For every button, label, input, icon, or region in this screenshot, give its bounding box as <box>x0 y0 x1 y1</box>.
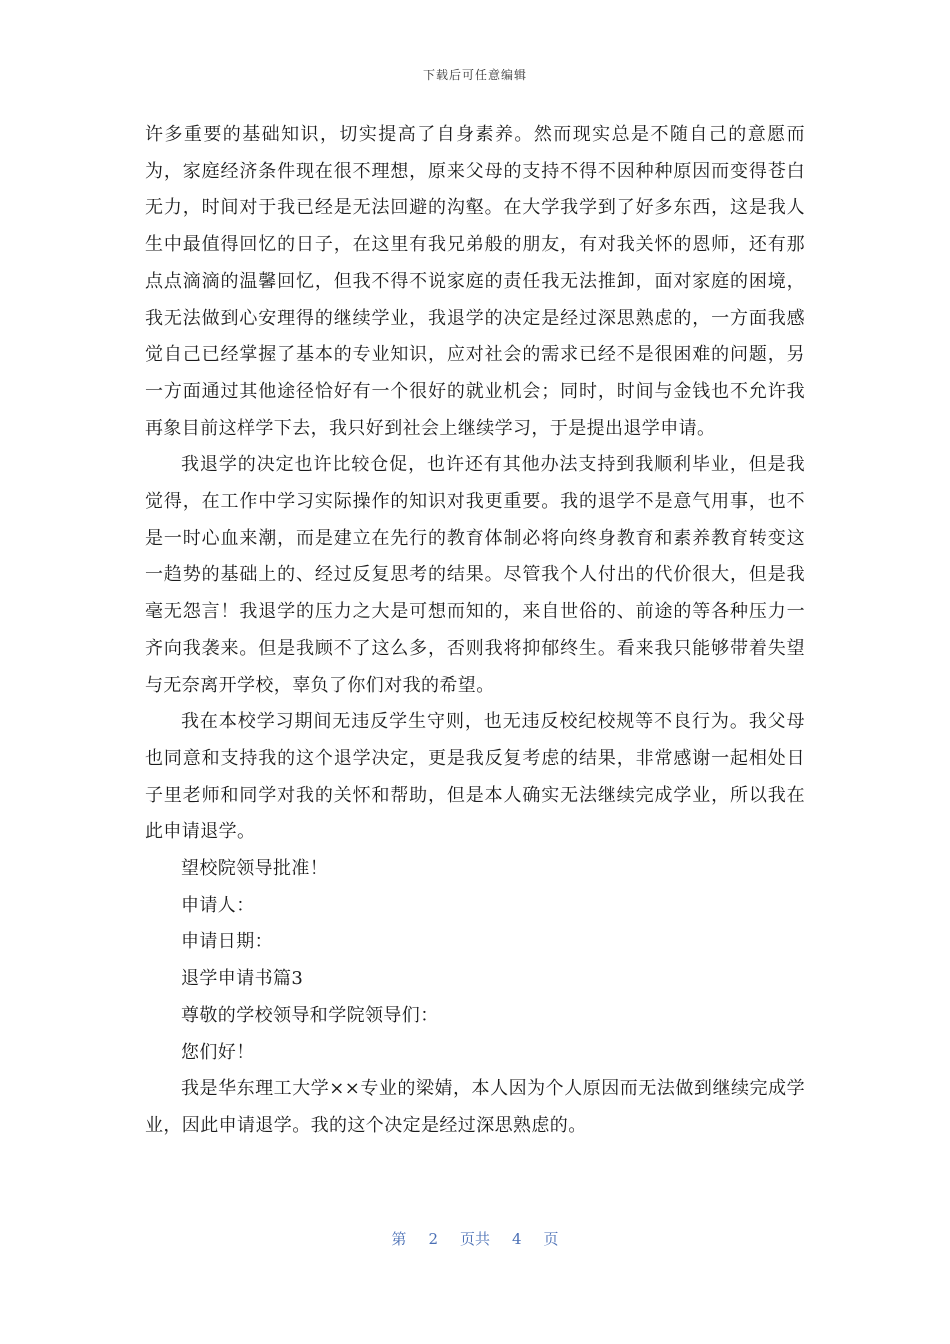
footer-suffix: 页 <box>543 1230 559 1248</box>
header-note: 下载后可任意编辑 <box>422 68 527 82</box>
applicant-label: 申请人： <box>181 894 255 916</box>
application-date-label: 申请日期： <box>181 931 273 953</box>
section-title: 退学申请书篇3 <box>181 968 304 990</box>
paragraph: 我在本校学习期间无违反学生守则，也无违反校纪校规等不良行为。我父母也同意和支持我的这个退学决定，更是我反复考虑的结果，非常感谢一起相处日子里老师和同学对我的关怀和帮助，但是本人确实无法继续完成学业，所以我在此申请退学。 <box>145 711 805 843</box>
paragraph: 我是华东理工大学××专业的梁婧，本人因为个人原因而无法做到继续完成学业，因此申请退学。我的这个决定是经过深思熟虑的。 <box>145 1078 805 1136</box>
footer-middle: 页共 <box>459 1230 490 1248</box>
document-body <box>145 117 805 1145</box>
page-footer <box>0 1228 950 1249</box>
greeting: 您们好！ <box>181 1041 255 1063</box>
current-page-number: 2 <box>428 1230 438 1248</box>
footer-prefix: 第 <box>391 1230 407 1248</box>
approval-request: 望校院领导批准！ <box>181 858 329 880</box>
paragraph: 许多重要的基础知识，切实提高了自身素养。然而现实总是不随自己的意愿而为，家庭经济条件现在很不理想，原来父母的支持不得不因种种原因而变得苍白无力，时间对于我已经是无法回避的沟壑。在大学我学到了好多东西，这是我人生中最值得回忆的日子，在这里有我兄弟般的朋友，有对我关怀的恩师，还有那点点滴滴的温馨回忆，但我不得不说家庭的责任我无法推卸，面对家庭的困境，我无法做到心安理得的继续学业，我退学的决定是经过深思熟虑的，一方面我感觉自己已经掌握了基本的专业知识，应对社会的需求已经不是很困难的问题，另一方面通过其他途径恰好有一个很好的就业机会；同时，时间与金钱也不允许我再象目前这样学下去，我只好到社会上继续学习，于是提出退学申请。 <box>145 124 805 439</box>
salutation: 尊敬的学校领导和学院领导们： <box>181 1004 439 1026</box>
total-pages-number: 4 <box>512 1230 522 1248</box>
paragraph: 我退学的决定也许比较仓促，也许还有其他办法支持到我顺利毕业，但是我觉得，在工作中学习实际操作的知识对我更重要。我的退学不是意气用事，也不是一时心血来潮，而是建立在先行的教育体制必将向终身教育和素养教育转变这一趋势的基础上的、经过反复思考的结果。尽管我个人付出的代价很大，但是我毫无怨言！我退学的压力之大是可想而知的，来自世俗的、前途的等各种压力一齐向我袭来。但是我顾不了这么多，否则我将抑郁终生。看来我只能够带着失望与无奈离开学校，辜负了你们对我的希望。 <box>145 454 805 696</box>
